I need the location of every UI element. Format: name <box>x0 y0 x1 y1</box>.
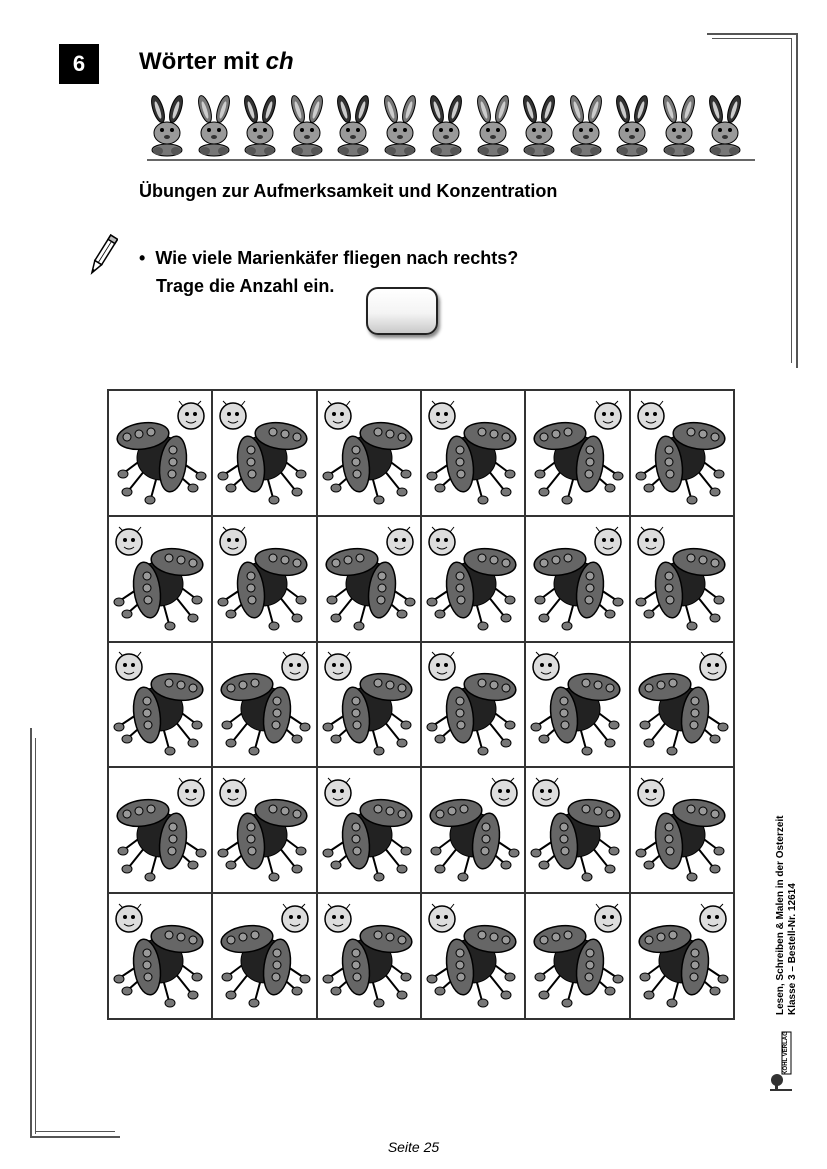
bunny-icon <box>471 95 515 157</box>
ladybug-icon <box>424 523 522 635</box>
bunny-icon <box>564 95 608 157</box>
bunny-icon <box>657 95 701 157</box>
answer-field[interactable] <box>366 287 438 335</box>
grid-cell <box>630 642 734 768</box>
grid-cell <box>108 642 212 768</box>
frame-bottom-left-inner <box>35 1131 115 1132</box>
grid-cell <box>630 767 734 893</box>
grid-cell <box>212 893 316 1019</box>
ladybug-icon <box>528 900 626 1012</box>
task-line-2: Trage die Anzahl ein. <box>156 276 335 296</box>
grid-cell <box>212 642 316 768</box>
grid-cell <box>421 893 525 1019</box>
page-title <box>139 48 294 76</box>
ladybug-icon <box>633 900 731 1012</box>
bunny-icon <box>703 95 747 157</box>
ladybug-icon <box>528 648 626 760</box>
grid-cell <box>108 390 212 516</box>
grid-cell <box>421 642 525 768</box>
bunny-icon <box>378 95 422 157</box>
ladybug-icon <box>528 523 626 635</box>
grid-cell <box>108 767 212 893</box>
ladybug-icon <box>633 774 731 886</box>
grid-cell <box>212 390 316 516</box>
ladybug-icon <box>111 523 209 635</box>
grid-cell <box>421 390 525 516</box>
grid-cell <box>525 893 629 1019</box>
ladybug-icon <box>528 774 626 886</box>
grid-cell <box>317 390 421 516</box>
ladybug-icon <box>424 648 522 760</box>
bunny-icon <box>192 95 236 157</box>
ladybug-icon <box>215 900 313 1012</box>
grid-cell <box>525 390 629 516</box>
frame-right-vertical <box>796 33 798 368</box>
subtitle: Übungen zur Aufmerksamkeit und Konzentration <box>139 181 558 201</box>
bunny-icon <box>285 95 329 157</box>
ladybug-icon <box>111 774 209 886</box>
bunny-icon <box>610 95 654 157</box>
publisher-logo-icon <box>770 1030 792 1092</box>
frame-left-vertical-inner <box>35 738 36 1134</box>
ladybug-icon <box>320 648 418 760</box>
ladybug-icon <box>111 900 209 1012</box>
side-order-number: Klasse 3 – Bestell-Nr. 12614 <box>787 883 798 1015</box>
ladybug-icon <box>320 774 418 886</box>
task-line-1 <box>139 248 518 269</box>
grid-cell <box>212 767 316 893</box>
ladybug-icon <box>215 523 313 635</box>
ladybug-icon <box>633 397 731 509</box>
grid-cell <box>421 516 525 642</box>
ladybug-icon <box>424 774 522 886</box>
bunny-icon <box>145 95 189 157</box>
bunny-border <box>145 95 755 161</box>
ladybug-icon <box>320 900 418 1012</box>
grid-cell <box>630 893 734 1019</box>
ladybug-icon <box>633 523 731 635</box>
frame-left-vertical <box>30 728 32 1138</box>
frame-right-vertical-inner <box>791 38 792 363</box>
ladybug-grid <box>107 389 735 1020</box>
page-footer: Seite 25 <box>387 1139 440 1155</box>
ladybug-icon <box>215 774 313 886</box>
ladybug-icon <box>633 648 731 760</box>
grid-cell <box>317 516 421 642</box>
ladybug-icon <box>424 397 522 509</box>
grid-cell <box>108 893 212 1019</box>
grid-cell <box>108 516 212 642</box>
grid-cell <box>421 767 525 893</box>
grid-cell <box>212 516 316 642</box>
grid-cell <box>317 893 421 1019</box>
grid-cell <box>525 516 629 642</box>
page-number-badge: 6 <box>59 44 99 84</box>
side-title: Lesen, Schreiben & Malen in der Osterzeit <box>775 815 786 1015</box>
ladybug-icon <box>320 397 418 509</box>
grid-cell <box>525 642 629 768</box>
frame-top-right-inner <box>712 38 792 39</box>
grid-cell <box>317 642 421 768</box>
ladybug-icon <box>424 900 522 1012</box>
ladybug-icon <box>215 648 313 760</box>
ladybug-icon <box>111 397 209 509</box>
bunny-icon <box>331 95 375 157</box>
logo-text: KOHL VERLAG <box>783 1031 789 1075</box>
side-publication-info <box>775 785 799 1015</box>
grid-cell <box>630 390 734 516</box>
grid-cell <box>317 767 421 893</box>
grid-cell <box>525 767 629 893</box>
ladybug-icon <box>111 648 209 760</box>
title-main: Wörter mit <box>139 48 266 75</box>
frame-bottom-left <box>30 1136 120 1138</box>
title-italic: ch <box>265 48 294 75</box>
bunny-icon <box>238 95 282 157</box>
ladybug-icon <box>215 397 313 509</box>
grid-cell <box>630 516 734 642</box>
ladybug-icon <box>320 523 418 635</box>
task-question: Wie viele Marienkäfer fliegen nach rechts? <box>155 248 519 268</box>
ladybug-icon <box>528 397 626 509</box>
pencil-icon <box>88 232 118 278</box>
bunny-icon <box>517 95 561 157</box>
bunny-underline <box>147 159 755 161</box>
bunny-icon <box>424 95 468 157</box>
bullet: • <box>139 248 146 268</box>
frame-top-right <box>707 33 797 35</box>
